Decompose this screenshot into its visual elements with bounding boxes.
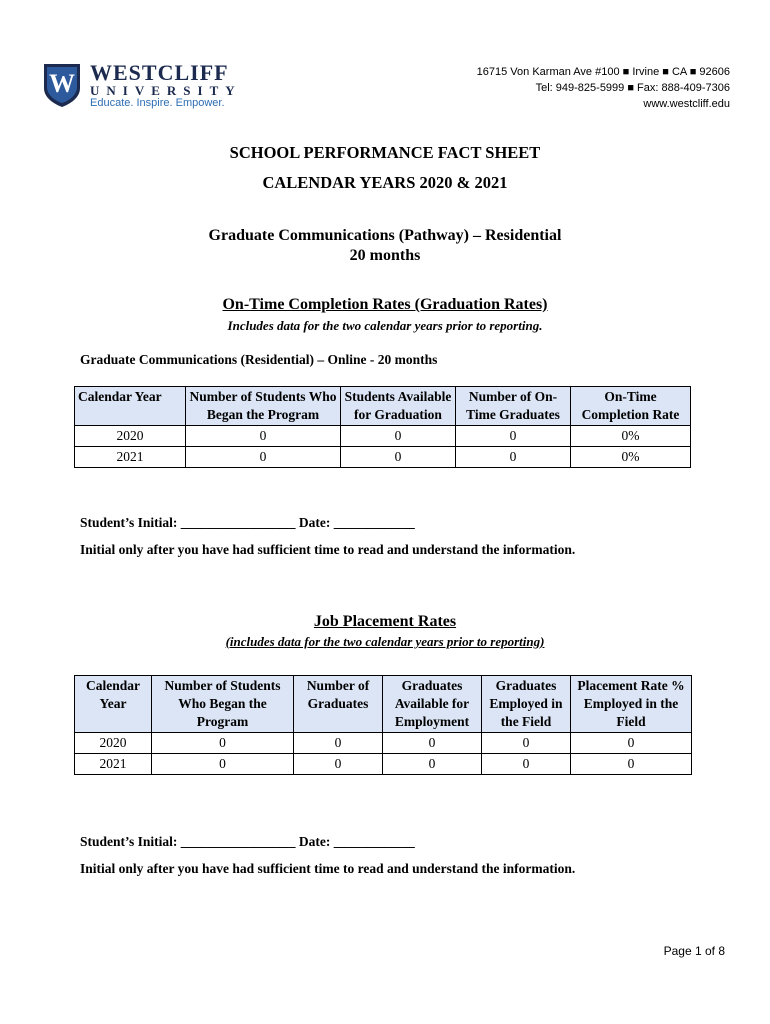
table-header-row: [75, 676, 692, 733]
table-cell: 0: [456, 447, 571, 468]
table-header: Number of On-Time Graduates: [456, 387, 571, 426]
table-cell: 0: [571, 733, 692, 754]
completion-table: [74, 386, 691, 468]
table-cell: 0: [294, 733, 383, 754]
initial-line: Student’s Initial: _________________ Date: ____________: [80, 515, 415, 530]
table-cell: 2020: [75, 426, 186, 447]
table-header: On-Time Completion Rate: [571, 387, 691, 426]
initial-note: Initial only after you have had sufficient time to read and understand the information.: [80, 861, 576, 876]
website-link[interactable]: www.westcliff.edu: [643, 98, 730, 110]
program-title: Graduate Communications (Pathway) – Residential: [208, 227, 562, 244]
initial-line: Student’s Initial: _________________ Date: ____________: [80, 834, 415, 849]
table-cell: 0: [152, 733, 294, 754]
university-logo: [42, 60, 242, 112]
table-cell: 0: [456, 426, 571, 447]
logo-university: UNIVERSITY: [90, 83, 242, 98]
table-cell: 0: [383, 754, 482, 775]
table-cell: 2021: [75, 447, 186, 468]
table-cell: 0: [383, 733, 482, 754]
table-header: Graduates Available for Employment: [383, 676, 482, 733]
address-block: [477, 64, 730, 112]
svg-text:W: W: [49, 69, 75, 98]
placement-heading: Job Placement Rates: [313, 613, 457, 630]
table-header: Calendar Year: [75, 676, 152, 733]
table-header-row: [75, 387, 691, 426]
completion-heading: On-Time Completion Rates (Graduation Rates): [222, 296, 548, 313]
table-cell: 2020: [75, 733, 152, 754]
logo-tagline: Educate. Inspire. Empower.: [90, 97, 225, 109]
table-cell: 0: [186, 426, 341, 447]
table-cell: 0: [482, 733, 571, 754]
program-duration: 20 months: [349, 247, 421, 264]
table-cell: 0%: [571, 447, 691, 468]
table-cell: 0: [152, 754, 294, 775]
table-row: [75, 447, 691, 468]
table-cell: 0: [341, 447, 456, 468]
table-cell: 0: [186, 447, 341, 468]
table-header: Placement Rate % Employed in the Field: [571, 676, 692, 733]
address-line: 16715 Von Karman Ave #100 ■ Irvine ■ CA ■ 92606: [476, 66, 730, 78]
table-row: [75, 426, 691, 447]
table-cell: 2021: [75, 754, 152, 775]
phone-line: Tel: 949-825-5999 ■ Fax: 888-409-7306: [535, 82, 730, 94]
table-header: Number of Students Who Began the Program: [186, 387, 341, 426]
table-header: Graduates Employed in the Field: [482, 676, 571, 733]
table-header: Calendar Year: [75, 387, 186, 426]
table-cell: 0: [341, 426, 456, 447]
table-header: Number of Graduates: [294, 676, 383, 733]
page-title: SCHOOL PERFORMANCE FACT SHEET: [229, 143, 541, 162]
table-cell: 0: [571, 754, 692, 775]
completion-subheading: Includes data for the two calendar years prior to reporting.: [227, 318, 543, 333]
table-cell: 0: [482, 754, 571, 775]
placement-subheading: (includes data for the two calendar years prior to reporting): [225, 634, 545, 649]
table-header: Number of Students Who Began the Program: [152, 676, 294, 733]
page-number: Page 1 of 8: [663, 944, 725, 958]
shield-icon: [42, 62, 82, 108]
table-header: Students Available for Graduation: [341, 387, 456, 426]
completion-program-label: Graduate Communications (Residential) – Online - 20 months: [80, 352, 438, 367]
initial-note: Initial only after you have had sufficient time to read and understand the information.: [80, 542, 576, 557]
table-cell: 0: [294, 754, 383, 775]
table-row: [75, 733, 692, 754]
placement-table: [74, 675, 692, 775]
table-row: [75, 754, 692, 775]
page-subtitle-years: CALENDAR YEARS 2020 & 2021: [262, 173, 508, 192]
table-cell: 0%: [571, 426, 691, 447]
logo-name: WESTCLIFF: [90, 60, 229, 85]
